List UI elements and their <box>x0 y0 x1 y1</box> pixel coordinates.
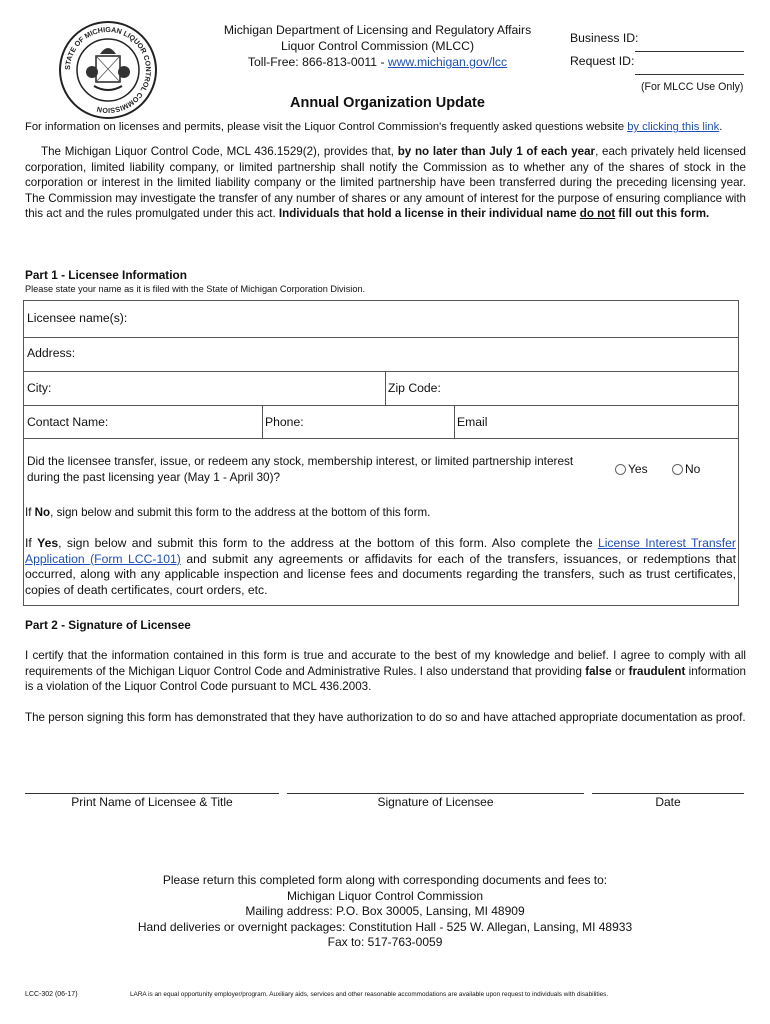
contact-line <box>200 54 555 70</box>
state-seal <box>58 20 158 120</box>
phone-field[interactable] <box>309 408 449 436</box>
agency-header <box>200 22 555 70</box>
zip-field[interactable] <box>444 374 734 403</box>
no-option[interactable] <box>672 462 700 476</box>
print-name-line[interactable] <box>25 793 279 794</box>
return-instructions <box>60 873 710 951</box>
return-line-5: Fax to: 517-763-0059 <box>327 935 443 950</box>
lcc101-link[interactable]: License Interest Transfer Application (Form LCC-101) <box>25 536 736 566</box>
transfer-question: Did the licensee transfer, issue, or redeem any stock, membership interest, or limited partnership interest during the past licensing year (May 1 - April 30)? <box>27 454 574 484</box>
contact-name-label: Contact Name: <box>27 415 109 429</box>
cert-text-1: I certify that the information contained in this form is true and accurate to the best of my knowledge and belief. I agree to comply with all requirements of the Michigan Liquor Control Code and Administrative Rules. I also understand that providing <box>25 649 746 678</box>
if-yes-text-1: , sign below and submit this form to the address at the bottom of this form. Also complete the <box>58 536 598 550</box>
statute-deadline: by no later than July 1 of each year <box>397 145 596 158</box>
if-no-prefix: If <box>25 506 35 519</box>
tollfree-text: Toll-Free: 866-813-0011 - <box>247 55 388 69</box>
part1-subtext: Please state your name as it is filed with the State of Michigan Corporation Division. <box>25 284 366 294</box>
return-line-1: Please return this completed form along with corresponding documents and fees to: <box>162 873 608 887</box>
statute-fill-out: fill out this form. <box>615 207 710 221</box>
faq-link[interactable]: by clicking this link <box>627 121 720 133</box>
cert-fraudulent: fraudulent <box>628 664 686 678</box>
if-no-bold: No <box>34 506 51 519</box>
statute-text-2: , each privately held licensed corporation, limited liability company, or limited partnership shall notify the Commission as to whether any of the shares of stock in the corporation or interest in the limited liability company or the limited partnership have been transferred during the preceding licensing year. The Commission may investigate the transfer of any number of shares or any amount of interest for the purpose of ensuring compliance with this act and the rules promulgated under this act. <box>25 145 746 221</box>
certification-text <box>25 648 746 695</box>
licensee-name-field[interactable] <box>134 304 734 334</box>
return-line-4: Hand deliveries or overnight packages: Constitution Hall - 525 W. Allegan, Lansing, MI 48933 <box>137 919 633 934</box>
request-id-label: Request ID: <box>570 54 635 68</box>
signature-label: Signature of Licensee <box>377 795 494 809</box>
part2-heading: Part 2 - Signature of Licensee <box>25 618 191 632</box>
business-id-label: Business ID: <box>570 31 639 45</box>
statute-text-1: The Michigan Liquor Control Code, MCL 436.1529(2), provides that, <box>41 145 398 158</box>
print-name-label: Print Name of Licensee & Title <box>71 795 233 809</box>
licensee-info-box <box>23 300 739 606</box>
phone-label: Phone: <box>265 415 304 429</box>
request-id-field[interactable] <box>635 74 744 75</box>
cert-text-2: or <box>611 664 629 678</box>
if-no-instruction <box>25 506 737 519</box>
yes-label: Yes <box>628 462 648 476</box>
form-number: LCC-302 (06-17) <box>25 991 78 998</box>
city-field[interactable] <box>59 374 379 403</box>
licensee-name-label: Licensee name(s): <box>27 311 128 325</box>
address-field[interactable] <box>79 340 734 369</box>
if-yes-text-2: and submit any agreements or affidavits for each of the transfers, issuances, or redemptions that occurred, along with any applicable inspection and license fees and documents regarding the transfers, such as trust certificates, copies of death certificates, court orders, etc. <box>25 551 736 597</box>
city-label: City: <box>27 381 52 395</box>
statute-do-not: do not <box>579 207 616 221</box>
form-title: Annual Organization Update <box>290 95 485 111</box>
if-yes-instruction <box>25 536 736 598</box>
if-yes-prefix: If <box>25 536 38 550</box>
if-no-text: , sign below and submit this form to the address at the bottom of this form. <box>50 506 431 519</box>
authority-text: The person signing this form has demonstrated that they have authorization to do so and have attached appropriate documentation as proof. <box>25 711 746 724</box>
date-label: Date <box>655 795 681 809</box>
if-yes-bold: Yes <box>37 536 59 550</box>
zip-label: Zip Code: <box>388 381 441 395</box>
yes-option[interactable] <box>615 462 648 476</box>
cert-false: false <box>585 664 612 678</box>
date-line[interactable] <box>592 793 744 794</box>
intro-prefix: For information on licenses and permits, please visit the Liquor Control Commission's frequently asked questions website <box>25 121 628 133</box>
address-label: Address: <box>27 346 76 360</box>
email-field[interactable] <box>494 408 734 436</box>
commission-name: Liquor Control Commission (MLCC) <box>280 39 475 53</box>
business-id-field[interactable] <box>635 51 744 52</box>
svg-text:STATE OF MICHIGAN LIQUOR CONTR: STATE OF MICHIGAN LIQUOR CONTROL COMMISSION <box>62 24 154 116</box>
cert-text-3: information is a violation of the Liquor Control Code pursuant to MCL 436.2003. <box>25 664 746 694</box>
return-line-3: Mailing address: P.O. Box 30005, Lansing, MI 48909 <box>245 904 525 919</box>
statute-individuals: Individuals that hold a license in their individual name <box>278 207 580 221</box>
return-line-2: Michigan Liquor Control Commission <box>286 888 484 903</box>
email-label: Email <box>457 415 488 429</box>
website-link[interactable]: www.michigan.gov/lcc <box>387 55 508 69</box>
eeo-statement: LARA is an equal opportunity employer/program. Auxiliary aids, services and other reasonable accommodations are available upon request to individuals with disabilities. <box>130 991 609 998</box>
contact-name-field[interactable] <box>114 408 259 436</box>
mlcc-use-note: (For MLCC Use Only) <box>641 81 744 93</box>
signature-line[interactable] <box>287 793 584 794</box>
part1-heading: Part 1 - Licensee Information <box>25 268 187 282</box>
yes-radio[interactable] <box>615 464 626 475</box>
statute-paragraph <box>25 144 746 222</box>
intro-text <box>25 121 755 133</box>
intro-suffix: . <box>719 121 723 133</box>
agency-name: Michigan Department of Licensing and Regulatory Affairs <box>223 23 532 37</box>
no-label: No <box>685 462 701 476</box>
no-radio[interactable] <box>672 464 683 475</box>
